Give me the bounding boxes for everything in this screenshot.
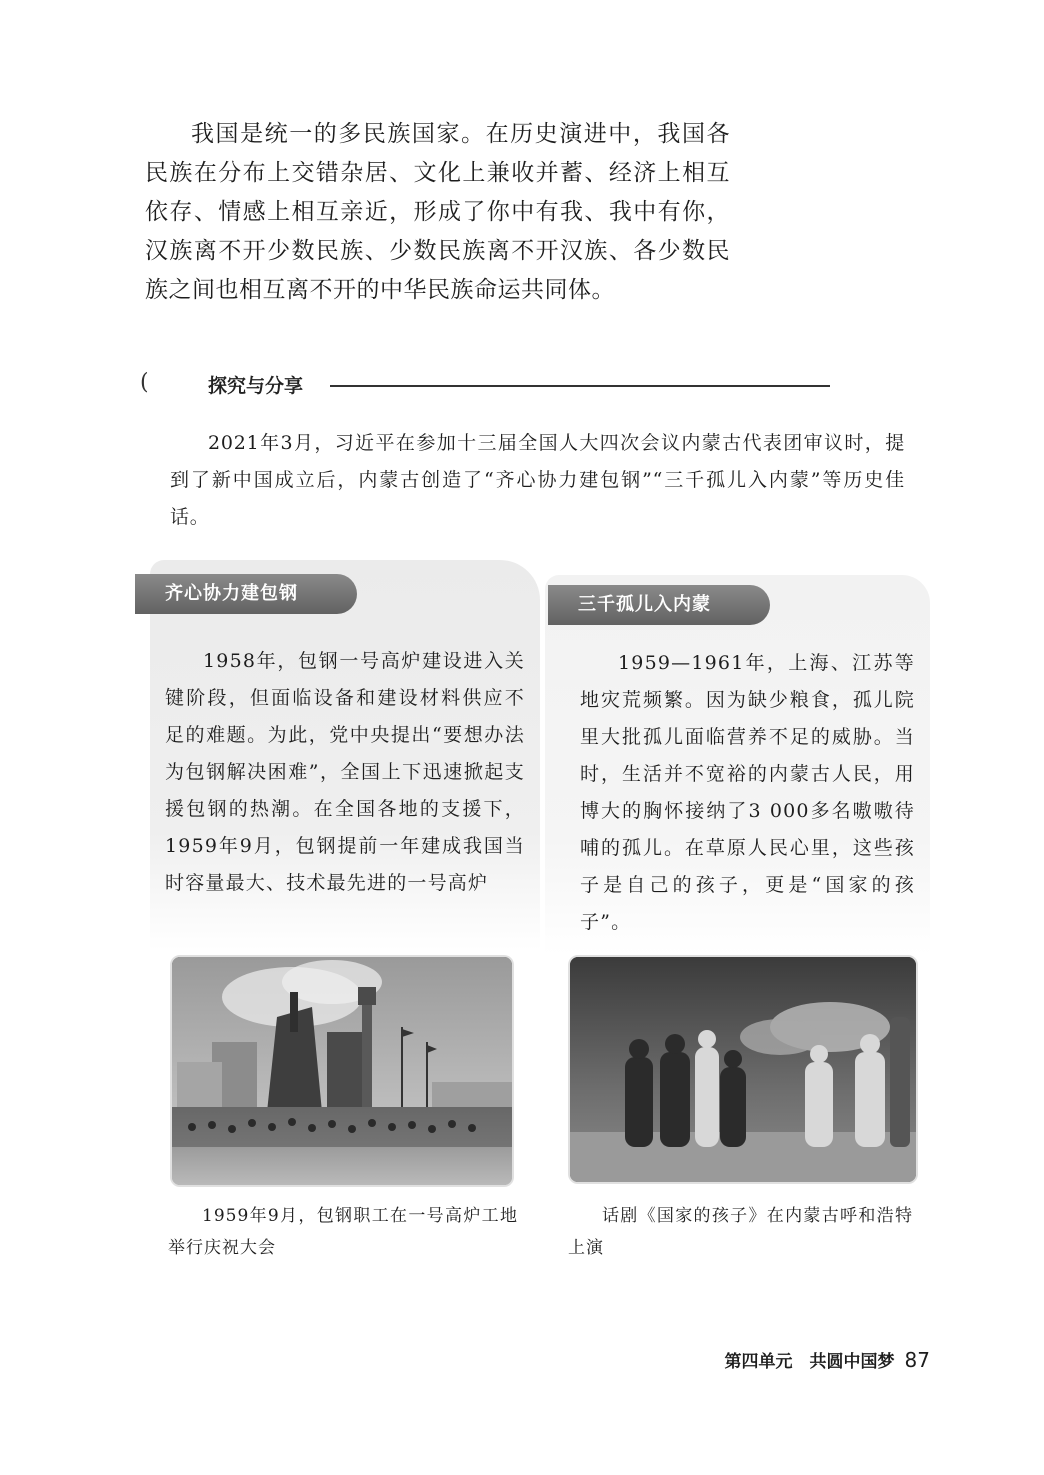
- card-left-tab: 齐心协力建包钢: [135, 574, 357, 614]
- explore-bracket: (: [140, 370, 149, 395]
- baogang-furnace-photo: [170, 955, 514, 1187]
- card-left-text: 1958年，包钢一号高炉建设进入关键阶段，但面临设备和建设材料供应不足的难题。为此，党中央提出“要想办法为包钢解决困难”，全国上下迅速掀起支援包钢的热潮。在全国各地的支援下，1959年9月，包钢提前一年建成我国当时容量最大、技术最先进的一号高炉: [165, 650, 525, 894]
- explore-share-header: [140, 368, 840, 404]
- caption-right: 话剧《国家的孩子》在内蒙古呼和浩特上演: [568, 1206, 913, 1258]
- baogang-furnace-illustration: [172, 957, 512, 1185]
- explore-share-text: 2021年3月，习近平在参加十三届全国人大四次会议内蒙古代表团审议时，提到了新中国成立后，内蒙古创造了“齐心协力建包钢”“三千孤儿入内蒙”等历史佳话。: [170, 432, 905, 528]
- unit-label: 第四单元 共圆中国梦: [724, 1352, 895, 1372]
- page-footer: [690, 1347, 930, 1372]
- caption-left: 1959年9月，包钢职工在一号高炉工地举行庆祝大会: [168, 1206, 518, 1258]
- intro-paragraph: 我国是统一的多民族国家。在历史演进中，我国各民族在分布上交错杂居、文化上兼收并蓄、经济上相互依存、情感上相互亲近，形成了你中有我、我中有你，汉族离不开少数民族、少数民族离不开汉族、各少数民族之间也相互离不开的中华民族命运共同体。: [145, 121, 730, 303]
- card-right-tab: 三千孤儿入内蒙: [548, 585, 770, 625]
- stage-play-illustration: [570, 957, 916, 1182]
- card-right-text: 1959—1961年，上海、江苏等地灾荒频繁。因为缺少粮食，孤儿院里大批孤儿面临营养不足的威胁。当时，生活并不宽裕的内蒙古人民，用博大的胸怀接纳了3 000多名嗷嗷待哺的孤儿。在草原人民心里，这些孩子是自己的孩子，更是“国家的孩子”。: [580, 652, 915, 933]
- explore-share-title: 探究与分享: [208, 375, 304, 397]
- page-number: 87: [904, 1348, 930, 1372]
- section-divider-line: [330, 385, 830, 387]
- stage-play-photo: [568, 955, 918, 1184]
